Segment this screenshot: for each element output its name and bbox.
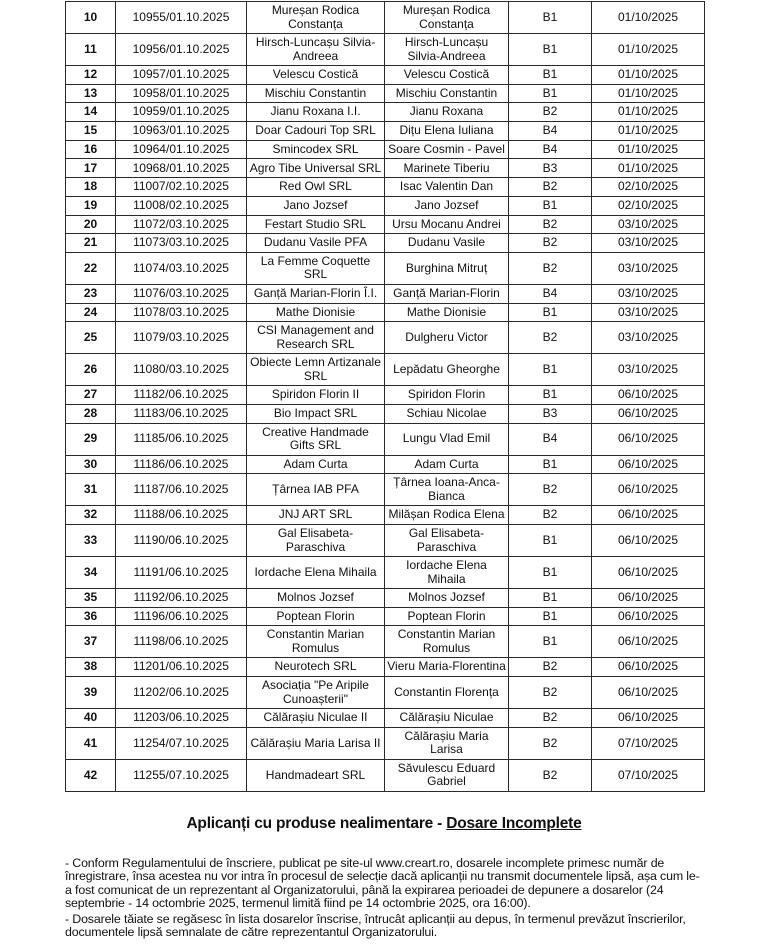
applicant-name-cell: Red Owl SRL	[247, 178, 385, 197]
submission-date-cell: 07/10/2025	[592, 727, 705, 759]
submission-date-cell: 01/10/2025	[592, 103, 705, 122]
representative-name-cell: Soare Cosmin - Pavel	[385, 140, 509, 159]
applicant-name-cell: Mureșan Rodica Constanța	[247, 2, 385, 34]
category-cell: B1	[509, 386, 592, 405]
table-row	[66, 178, 705, 197]
registration-number-cell: 10957/01.10.2025	[116, 66, 247, 85]
category-cell: B1	[509, 589, 592, 608]
applicant-name-cell: Constantin Marian Romulus	[247, 626, 385, 658]
applicant-name-cell: La Femme Coquette SRL	[247, 252, 385, 284]
category-cell: B4	[509, 122, 592, 141]
table-row	[66, 727, 705, 759]
category-cell: B2	[509, 215, 592, 234]
applicant-name-cell: Jianu Roxana I.I.	[247, 103, 385, 122]
category-cell: B2	[509, 103, 592, 122]
registration-number-cell: 11079/03.10.2025	[116, 322, 247, 354]
table-row	[66, 34, 705, 66]
category-cell: B2	[509, 658, 592, 677]
row-number-cell: 16	[66, 140, 116, 159]
submission-date-cell: 03/10/2025	[592, 322, 705, 354]
registration-number-cell: 11191/06.10.2025	[116, 557, 247, 589]
applicant-name-cell: Spiridon Florin II	[247, 386, 385, 405]
registration-number-cell: 11185/06.10.2025	[116, 423, 247, 455]
row-number-cell: 38	[66, 658, 116, 677]
row-number-cell: 26	[66, 354, 116, 386]
submission-date-cell: 06/10/2025	[592, 525, 705, 557]
applicant-name-cell: Velescu Costică	[247, 66, 385, 85]
table-row	[66, 677, 705, 709]
category-cell: B1	[509, 525, 592, 557]
row-number-cell: 18	[66, 178, 116, 197]
applicants-table-body	[66, 2, 705, 792]
category-cell: B2	[509, 677, 592, 709]
table-row	[66, 626, 705, 658]
table-row	[66, 709, 705, 728]
applicant-name-cell: Adam Curta	[247, 455, 385, 474]
submission-date-cell: 03/10/2025	[592, 215, 705, 234]
row-number-cell: 12	[66, 66, 116, 85]
table-row	[66, 234, 705, 253]
representative-name-cell: Vieru Maria-Florentina	[385, 658, 509, 677]
category-cell: B1	[509, 303, 592, 322]
table-row	[66, 252, 705, 284]
submission-date-cell: 06/10/2025	[592, 607, 705, 626]
representative-name-cell: Adam Curta	[385, 455, 509, 474]
applicant-name-cell: Hirsch-Luncașu Silvia-Andreea	[247, 34, 385, 66]
row-number-cell: 42	[66, 759, 116, 791]
registration-number-cell: 11183/06.10.2025	[116, 404, 247, 423]
row-number-cell: 39	[66, 677, 116, 709]
table-row	[66, 557, 705, 589]
table-row	[66, 84, 705, 103]
category-cell: B2	[509, 252, 592, 284]
category-cell: B1	[509, 34, 592, 66]
registration-number-cell: 11201/06.10.2025	[116, 658, 247, 677]
registration-number-cell: 11080/03.10.2025	[116, 354, 247, 386]
table-row	[66, 759, 705, 791]
category-cell: B2	[509, 727, 592, 759]
applicant-name-cell: Agro Tibe Universal SRL	[247, 159, 385, 178]
submission-date-cell: 03/10/2025	[592, 284, 705, 303]
table-row	[66, 589, 705, 608]
representative-name-cell: Lepădatu Gheorghe	[385, 354, 509, 386]
table-row	[66, 455, 705, 474]
applicant-name-cell: CSI Management and Research SRL	[247, 322, 385, 354]
representative-name-cell: Lungu Vlad Emil	[385, 423, 509, 455]
representative-name-cell: Iordache Elena Mihaila	[385, 557, 509, 589]
category-cell: B1	[509, 626, 592, 658]
applicant-name-cell: Obiecte Lemn Artizanale SRL	[247, 354, 385, 386]
representative-name-cell: Constantin Marian Romulus	[385, 626, 509, 658]
applicant-name-cell: Poptean Florin	[247, 607, 385, 626]
applicant-name-cell: Dudanu Vasile PFA	[247, 234, 385, 253]
submission-date-cell: 01/10/2025	[592, 34, 705, 66]
row-number-cell: 21	[66, 234, 116, 253]
submission-date-cell: 06/10/2025	[592, 455, 705, 474]
registration-number-cell: 10955/01.10.2025	[116, 2, 247, 34]
table-row	[66, 66, 705, 85]
registration-number-cell: 11192/06.10.2025	[116, 589, 247, 608]
representative-name-cell: Constantin Florența	[385, 677, 509, 709]
category-cell: B2	[509, 759, 592, 791]
table-row	[66, 122, 705, 141]
registration-number-cell: 11203/06.10.2025	[116, 709, 247, 728]
table-row	[66, 322, 705, 354]
submission-date-cell: 01/10/2025	[592, 66, 705, 85]
submission-date-cell: 03/10/2025	[592, 234, 705, 253]
registration-number-cell: 11188/06.10.2025	[116, 506, 247, 525]
applicant-name-cell: Gal Elisabeta-Paraschiva	[247, 525, 385, 557]
applicant-name-cell: Mathe Dionisie	[247, 303, 385, 322]
representative-name-cell: Mathe Dionisie	[385, 303, 509, 322]
applicant-name-cell: Călărașiu Maria Larisa II	[247, 727, 385, 759]
applicant-name-cell: Handmadeart SRL	[247, 759, 385, 791]
applicant-name-cell: Ganță Marian-Florin Î.I.	[247, 284, 385, 303]
row-number-cell: 27	[66, 386, 116, 405]
submission-date-cell: 06/10/2025	[592, 404, 705, 423]
registration-number-cell: 10958/01.10.2025	[116, 84, 247, 103]
representative-name-cell: Mureșan Rodica Constanța	[385, 2, 509, 34]
table-row	[66, 607, 705, 626]
applicant-name-cell: Asociația "Pe Aripile Cunoașterii"	[247, 677, 385, 709]
applicant-name-cell: Iordache Elena Mihaila	[247, 557, 385, 589]
registration-number-cell: 11202/06.10.2025	[116, 677, 247, 709]
submission-date-cell: 06/10/2025	[592, 677, 705, 709]
table-row	[66, 140, 705, 159]
row-number-cell: 25	[66, 322, 116, 354]
submission-date-cell: 01/10/2025	[592, 159, 705, 178]
category-cell: B2	[509, 178, 592, 197]
category-cell: B4	[509, 140, 592, 159]
row-number-cell: 14	[66, 103, 116, 122]
row-number-cell: 40	[66, 709, 116, 728]
row-number-cell: 34	[66, 557, 116, 589]
representative-name-cell: Milășan Rodica Elena	[385, 506, 509, 525]
section-heading	[0, 815, 768, 833]
note-incomplete-files: - Conform Regulamentului de înscriere, publicat pe site-ul www.creart.ro, dosarele incomplete primesc număr de înregistrare, însa acestea nu vor intra în procesul de selecție dacă aplicanții nu transmit documentele lipsă, așa cum le-a fost comunicat de un reprezentant al Organizatorului, până la expirarea perioadei de depunere a dosarelor (24 septembrie - 14 octombrie 2025, termenul limită fiind pe 14 octombrie 2025, ora 16:00).	[65, 856, 700, 910]
registration-number-cell: 11007/02.10.2025	[116, 178, 247, 197]
table-row	[66, 423, 705, 455]
applicant-name-cell: Festart Studio SRL	[247, 215, 385, 234]
representative-name-cell: Molnos Jozsef	[385, 589, 509, 608]
row-number-cell: 36	[66, 607, 116, 626]
row-number-cell: 32	[66, 506, 116, 525]
representative-name-cell: Țârnea Ioana-Anca-Bianca	[385, 474, 509, 506]
category-cell: B2	[509, 234, 592, 253]
submission-date-cell: 01/10/2025	[592, 122, 705, 141]
registration-number-cell: 11182/06.10.2025	[116, 386, 247, 405]
submission-date-cell: 01/10/2025	[592, 84, 705, 103]
representative-name-cell: Burghina Mitruț	[385, 252, 509, 284]
registration-number-cell: 11072/03.10.2025	[116, 215, 247, 234]
applicants-table	[65, 1, 705, 792]
representative-name-cell: Dulgheru Victor	[385, 322, 509, 354]
category-cell: B1	[509, 66, 592, 85]
registration-number-cell: 11254/07.10.2025	[116, 727, 247, 759]
table-row	[66, 658, 705, 677]
category-cell: B4	[509, 423, 592, 455]
table-row	[66, 103, 705, 122]
registration-number-cell: 11190/06.10.2025	[116, 525, 247, 557]
category-cell: B1	[509, 607, 592, 626]
row-number-cell: 37	[66, 626, 116, 658]
row-number-cell: 29	[66, 423, 116, 455]
representative-name-cell: Mischiu Constantin	[385, 84, 509, 103]
submission-date-cell: 07/10/2025	[592, 759, 705, 791]
applicant-name-cell: Smincodex SRL	[247, 140, 385, 159]
table-row	[66, 386, 705, 405]
applicant-name-cell: Jano Jozsef	[247, 196, 385, 215]
category-cell: B1	[509, 354, 592, 386]
row-number-cell: 22	[66, 252, 116, 284]
row-number-cell: 13	[66, 84, 116, 103]
registration-number-cell: 10968/01.10.2025	[116, 159, 247, 178]
category-cell: B3	[509, 159, 592, 178]
representative-name-cell: Săvulescu Eduard Gabriel	[385, 759, 509, 791]
representative-name-cell: Călărașiu Maria Larisa	[385, 727, 509, 759]
category-cell: B1	[509, 196, 592, 215]
row-number-cell: 41	[66, 727, 116, 759]
submission-date-cell: 03/10/2025	[592, 252, 705, 284]
submission-date-cell: 01/10/2025	[592, 140, 705, 159]
submission-date-cell: 02/10/2025	[592, 196, 705, 215]
representative-name-cell: Dițu Elena Iuliana	[385, 122, 509, 141]
category-cell: B3	[509, 404, 592, 423]
representative-name-cell: Spiridon Florin	[385, 386, 509, 405]
row-number-cell: 24	[66, 303, 116, 322]
submission-date-cell: 06/10/2025	[592, 709, 705, 728]
registration-number-cell: 11198/06.10.2025	[116, 626, 247, 658]
note-crossed-files: - Dosarele tăiate se regăsesc în lista dosarelor înscrise, întrucât aplicanții au depus, în termenul prevăzut înscrierilor, documentele lipsă semnalate de către reprezentantul Organizatorului.	[65, 912, 686, 940]
registration-number-cell: 10959/01.10.2025	[116, 103, 247, 122]
category-cell: B2	[509, 474, 592, 506]
registration-number-cell: 10963/01.10.2025	[116, 122, 247, 141]
row-number-cell: 11	[66, 34, 116, 66]
registration-number-cell: 10964/01.10.2025	[116, 140, 247, 159]
registration-number-cell: 11078/03.10.2025	[116, 303, 247, 322]
row-number-cell: 35	[66, 589, 116, 608]
row-number-cell: 15	[66, 122, 116, 141]
table-row	[66, 159, 705, 178]
row-number-cell: 28	[66, 404, 116, 423]
representative-name-cell: Jano Jozsef	[385, 196, 509, 215]
submission-date-cell: 06/10/2025	[592, 423, 705, 455]
applicant-name-cell: Călărașiu Niculae II	[247, 709, 385, 728]
row-number-cell: 20	[66, 215, 116, 234]
applicant-name-cell: Țârnea IAB PFA	[247, 474, 385, 506]
applicant-name-cell: Mischiu Constantin	[247, 84, 385, 103]
submission-date-cell: 03/10/2025	[592, 303, 705, 322]
row-number-cell: 19	[66, 196, 116, 215]
applicant-name-cell: Creative Handmade Gifts SRL	[247, 423, 385, 455]
representative-name-cell: Jianu Roxana	[385, 103, 509, 122]
category-cell: B1	[509, 84, 592, 103]
applicant-name-cell: Bio Impact SRL	[247, 404, 385, 423]
table-row	[66, 284, 705, 303]
table-row	[66, 474, 705, 506]
representative-name-cell: Ursu Mocanu Andrei	[385, 215, 509, 234]
category-cell: B1	[509, 455, 592, 474]
table-row	[66, 2, 705, 34]
representative-name-cell: Gal Elisabeta-Paraschiva	[385, 525, 509, 557]
category-cell: B4	[509, 284, 592, 303]
registration-number-cell: 11074/03.10.2025	[116, 252, 247, 284]
submission-date-cell: 06/10/2025	[592, 626, 705, 658]
registration-number-cell: 11187/06.10.2025	[116, 474, 247, 506]
applicant-name-cell: JNJ ART SRL	[247, 506, 385, 525]
section-heading-prefix: Aplicanți cu produse nealimentare -	[186, 815, 447, 832]
representative-name-cell: Isac Valentin Dan	[385, 178, 509, 197]
submission-date-cell: 01/10/2025	[592, 2, 705, 34]
row-number-cell: 33	[66, 525, 116, 557]
table-row	[66, 354, 705, 386]
row-number-cell: 10	[66, 2, 116, 34]
representative-name-cell: Schiau Nicolae	[385, 404, 509, 423]
table-row	[66, 303, 705, 322]
category-cell: B1	[509, 2, 592, 34]
table-row	[66, 525, 705, 557]
submission-date-cell: 03/10/2025	[592, 354, 705, 386]
representative-name-cell: Călărașiu Niculae	[385, 709, 509, 728]
representative-name-cell: Velescu Costică	[385, 66, 509, 85]
applicant-name-cell: Molnos Jozsef	[247, 589, 385, 608]
applicant-name-cell: Neurotech SRL	[247, 658, 385, 677]
row-number-cell: 30	[66, 455, 116, 474]
applicant-name-cell: Doar Cadouri Top SRL	[247, 122, 385, 141]
row-number-cell: 23	[66, 284, 116, 303]
category-cell: B2	[509, 506, 592, 525]
category-cell: B1	[509, 557, 592, 589]
registration-number-cell: 10956/01.10.2025	[116, 34, 247, 66]
submission-date-cell: 06/10/2025	[592, 506, 705, 525]
table-row	[66, 215, 705, 234]
representative-name-cell: Ganță Marian-Florin	[385, 284, 509, 303]
table-row	[66, 196, 705, 215]
representative-name-cell: Poptean Florin	[385, 607, 509, 626]
section-heading-underlined: Dosare Incomplete	[446, 815, 582, 832]
category-cell: B2	[509, 709, 592, 728]
registration-number-cell: 11076/03.10.2025	[116, 284, 247, 303]
registration-number-cell: 11073/03.10.2025	[116, 234, 247, 253]
category-cell: B2	[509, 322, 592, 354]
submission-date-cell: 06/10/2025	[592, 386, 705, 405]
submission-date-cell: 06/10/2025	[592, 658, 705, 677]
representative-name-cell: Dudanu Vasile	[385, 234, 509, 253]
registration-number-cell: 11186/06.10.2025	[116, 455, 247, 474]
row-number-cell: 17	[66, 159, 116, 178]
submission-date-cell: 06/10/2025	[592, 474, 705, 506]
submission-date-cell: 02/10/2025	[592, 178, 705, 197]
row-number-cell: 31	[66, 474, 116, 506]
registration-number-cell: 11008/02.10.2025	[116, 196, 247, 215]
representative-name-cell: Marinete Tiberiu	[385, 159, 509, 178]
table-row	[66, 404, 705, 423]
submission-date-cell: 06/10/2025	[592, 557, 705, 589]
representative-name-cell: Hirsch-Luncașu Silvia-Andreea	[385, 34, 509, 66]
registration-number-cell: 11255/07.10.2025	[116, 759, 247, 791]
submission-date-cell: 06/10/2025	[592, 589, 705, 608]
registration-number-cell: 11196/06.10.2025	[116, 607, 247, 626]
table-row	[66, 506, 705, 525]
